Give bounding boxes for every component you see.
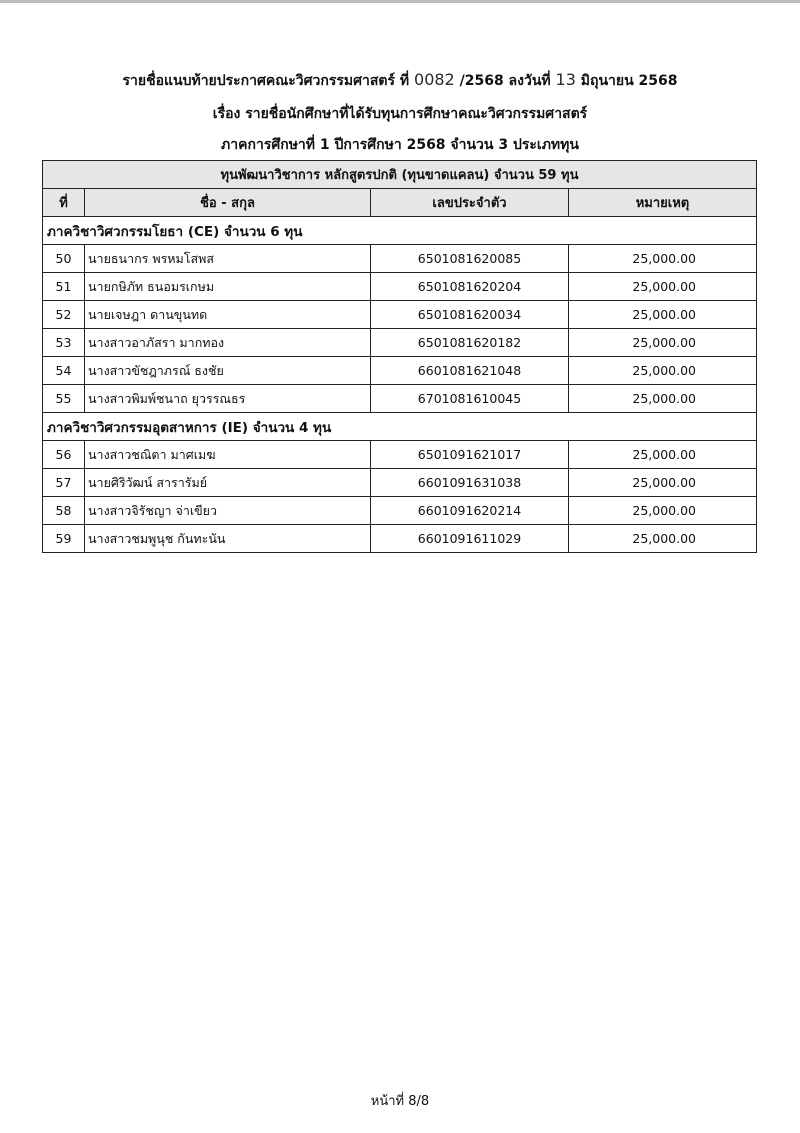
table-row <box>43 357 757 385</box>
student-name: นางสาวพิมพ์ชนาถ ยุวรรณธร <box>85 385 371 413</box>
scholarship-amount: 25,000.00 <box>569 357 757 385</box>
table-title: ทุนพัฒนาวิชาการ หลักสูตรปกติ (ทุนขาดแคลน) จำนวน 59 ทุน <box>43 161 757 189</box>
header-line-1-suffix: มิถุนายน 2568 <box>580 73 678 89</box>
scholarship-table <box>42 160 757 553</box>
scholarship-amount: 25,000.00 <box>569 441 757 469</box>
header-line-3: ภาคการศึกษาที่ 1 ปีการศึกษา 2568 จำนวน 3 ประเภททุน <box>221 137 579 153</box>
student-id: 6501081620182 <box>371 329 569 357</box>
row-number: 53 <box>43 329 85 357</box>
document-number: 0082 <box>414 70 455 89</box>
row-number: 55 <box>43 385 85 413</box>
student-id: 6601081621048 <box>371 357 569 385</box>
student-name: นายศิริวัฒน์ สารารัมย์ <box>85 469 371 497</box>
scholarship-amount: 25,000.00 <box>569 329 757 357</box>
student-id: 6501091621017 <box>371 441 569 469</box>
row-number: 54 <box>43 357 85 385</box>
column-header-name: ชื่อ - สกุล <box>85 189 371 217</box>
table-row <box>43 273 757 301</box>
scholarship-amount: 25,000.00 <box>569 385 757 413</box>
scholarship-amount: 25,000.00 <box>569 301 757 329</box>
column-header-remark: หมายเหตุ <box>569 189 757 217</box>
page-number: หน้าที่ 8/8 <box>370 1094 430 1109</box>
row-number: 56 <box>43 441 85 469</box>
student-name: นายเจษฎา ดานขุนทด <box>85 301 371 329</box>
scholarship-amount: 25,000.00 <box>569 525 757 553</box>
scan-top-edge <box>0 0 800 3</box>
column-header-no: ที่ <box>43 189 85 217</box>
student-name: นายกษิภัท ธนอมรเกษม <box>85 273 371 301</box>
student-name: นางสาวชณิตา มาศเมฆ <box>85 441 371 469</box>
header-line-1 <box>0 70 800 92</box>
table-header-row <box>43 189 757 217</box>
table-row <box>43 469 757 497</box>
table-row <box>43 329 757 357</box>
student-id: 6501081620204 <box>371 273 569 301</box>
department-row <box>43 413 757 441</box>
student-name: นางสาวจิรัชญา จ่าเขียว <box>85 497 371 525</box>
student-name: นายธนากร พรหมโสพส <box>85 245 371 273</box>
header-line-1-middle: /2568 ลงวันที่ <box>459 73 551 89</box>
scholarship-amount: 25,000.00 <box>569 497 757 525</box>
scholarship-table-body <box>43 161 757 553</box>
table-row <box>43 525 757 553</box>
scholarship-amount: 25,000.00 <box>569 273 757 301</box>
row-number: 50 <box>43 245 85 273</box>
table-row <box>43 385 757 413</box>
scholarship-amount: 25,000.00 <box>569 245 757 273</box>
student-name: นางสาวชมพูนุช กันทะนัน <box>85 525 371 553</box>
department-label: ภาควิชาวิศวกรรมโยธา (CE) จำนวน 6 ทุน <box>43 217 757 245</box>
student-id: 6601091611029 <box>371 525 569 553</box>
table-title-row <box>43 161 757 189</box>
scholarship-amount: 25,000.00 <box>569 469 757 497</box>
row-number: 58 <box>43 497 85 525</box>
department-row <box>43 217 757 245</box>
row-number: 57 <box>43 469 85 497</box>
row-number: 52 <box>43 301 85 329</box>
student-name: นางสาวขัชฎาภรณ์ ธงชัย <box>85 357 371 385</box>
column-header-student-id: เลขประจำตัว <box>371 189 569 217</box>
header-line-2: เรื่อง รายชื่อนักศึกษาที่ได้รับทุนการศึกษาคณะวิศวกรรมศาสตร์ <box>212 106 588 122</box>
student-id: 6501081620034 <box>371 301 569 329</box>
department-label: ภาควิชาวิศวกรรมอุตสาหการ (IE) จำนวน 4 ทุน <box>43 413 757 441</box>
row-number: 51 <box>43 273 85 301</box>
student-id: 6601091620214 <box>371 497 569 525</box>
header-line-1-prefix: รายชื่อแนบท้ายประกาศคณะวิศวกรรมศาสตร์ ที่ <box>122 73 410 89</box>
student-id: 6601091631038 <box>371 469 569 497</box>
table-row <box>43 441 757 469</box>
student-id: 6701081610045 <box>371 385 569 413</box>
row-number: 59 <box>43 525 85 553</box>
table-row <box>43 245 757 273</box>
table-row <box>43 497 757 525</box>
student-name: นางสาวอาภัสรา มากทอง <box>85 329 371 357</box>
student-id: 6501081620085 <box>371 245 569 273</box>
table-row <box>43 301 757 329</box>
document-day: 13 <box>555 70 576 89</box>
